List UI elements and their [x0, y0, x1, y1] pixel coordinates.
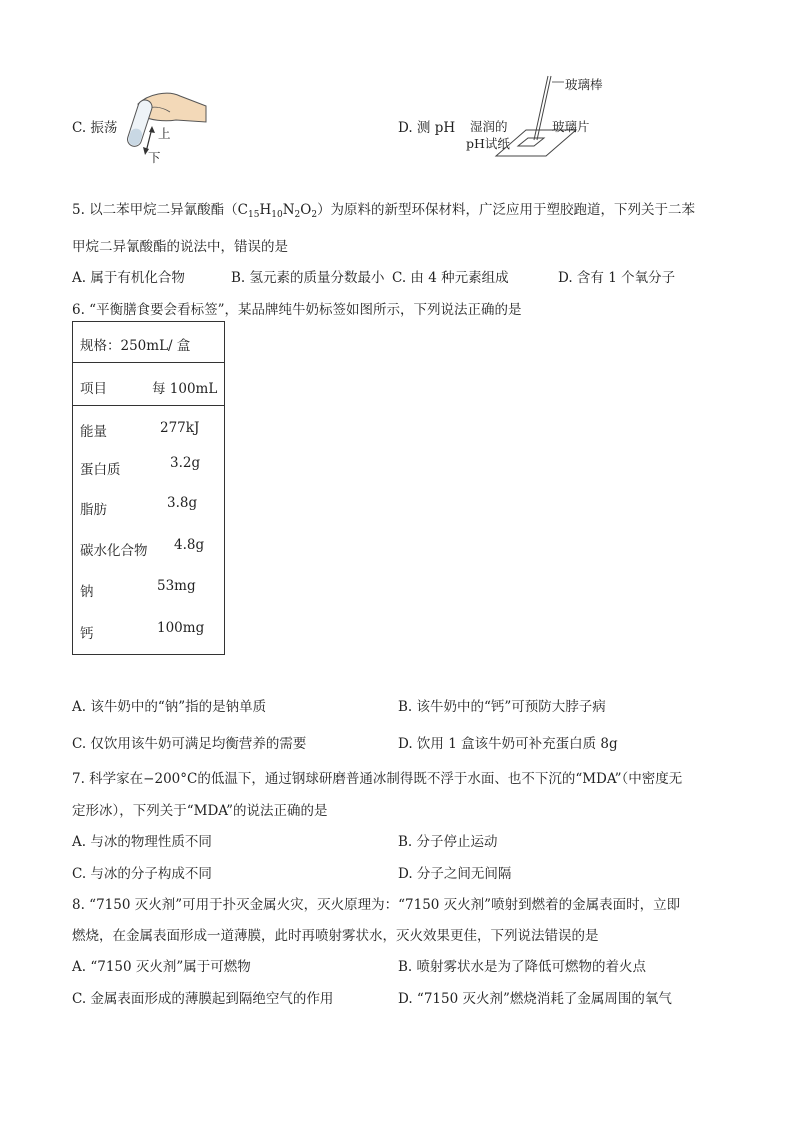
label-row-value: 53mg [157, 578, 196, 594]
q6-option-a: A. 该牛奶中的“钠”指的是钠单质 [72, 699, 267, 715]
label-row-name: 能量 [80, 424, 107, 440]
q5-option-a: A. 属于有机化合物 [72, 270, 185, 286]
wet-ph-paper-label-line2: pH试纸 [466, 136, 510, 151]
label-item-header: 项目 [80, 381, 107, 397]
label-row-name: 蛋白质 [80, 462, 121, 478]
label-divider [72, 362, 225, 363]
q7-stem-line2: 定形冰），下列关于“MDA”的说法正确的是 [72, 803, 328, 819]
q8-option-d: D. “7150 灭火剂”燃烧消耗了金属周围的氧气 [398, 991, 672, 1007]
q6-stem: 6. “平衡膳食要会看标签”，某品牌纯牛奶标签如图所示，下列说法正确的是 [72, 302, 522, 318]
q6-option-b: B. 该牛奶中的“钙”可预防大脖子病 [398, 699, 606, 715]
wet-ph-paper-label-line1: 湿润的 [470, 119, 508, 134]
q8-option-c: C. 金属表面形成的薄膜起到隔绝空气的作用 [72, 991, 334, 1007]
q7-stem-line1: 7. 科学家在−200°C的低温下，通过钢球研磨普通冰制得既不浮于水面、也不下沉的“MDA”（中密度无 [72, 771, 683, 787]
q4-option-c-down-label: 下 [148, 150, 161, 165]
q8-stem-line2: 燃烧，在金属表面形成一道薄膜，此时再喷射雾状水，灭火效果更佳，下列说法错误的是 [72, 928, 599, 944]
glass-rod-label: 玻璃棒 [565, 77, 603, 92]
label-row-name: 钠 [80, 584, 94, 600]
q4-option-c-up-label: 上 [158, 126, 171, 141]
q8-option-b: B. 喷射雾状水是为了降低可燃物的着火点 [398, 959, 647, 975]
q5-stem-line2: 甲烷二异氰酸酯的说法中，错误的是 [72, 239, 288, 255]
milk-nutrition-label [72, 321, 225, 655]
q7-option-b: B. 分子停止运动 [398, 834, 498, 850]
q8-option-a: A. “7150 灭火剂”属于可燃物 [72, 959, 251, 975]
q4-option-d: D. 测 pH [398, 120, 456, 136]
label-row-value: 3.8g [167, 495, 198, 511]
label-row-name: 碳水化合物 [80, 543, 148, 559]
q8-stem-line1: 8. “7150 灭火剂”可用于扑灭金属火灾，灭火原理为：“7150 灭火剂”喷射到燃着的金属表面时，立即 [72, 897, 681, 913]
label-row-value: 3.2g [170, 455, 201, 471]
label-row-value: 100mg [157, 620, 205, 636]
q5-option-c: C. 由 4 种元素组成 [392, 270, 509, 286]
label-row-value: 277kJ [160, 420, 200, 436]
q6-option-d: D. 饮用 1 盒该牛奶可补充蛋白质 8g [398, 736, 618, 752]
label-row-name: 钙 [80, 626, 94, 642]
label-row-name: 脂肪 [80, 502, 107, 518]
q5-stem-line1: 5. 以二苯甲烷二异氰酸酯$(C_{15}H_{10}N_2O_2)$为原料的新型环保材料，广泛应用于塑胶跑道，下列关于二苯 [72, 202, 696, 220]
label-row-value: 4.8g [174, 537, 205, 553]
label-divider [72, 405, 225, 406]
label-spec: 规格：250mL/ 盒 [80, 338, 191, 354]
q5-option-d: D. 含有 1 个氧分子 [558, 270, 676, 286]
label-per-header: 每 100mL [152, 381, 218, 397]
q7-option-d: D. 分子之间无间隔 [398, 866, 512, 882]
q7-option-c: C. 与冰的分子构成不同 [72, 866, 212, 882]
q6-option-c: C. 仅饮用该牛奶可满足均衡营养的需要 [72, 736, 307, 752]
q5-option-b: B. 氢元素的质量分数最小 [231, 270, 385, 286]
q4-option-c: C. 振荡 [72, 120, 118, 136]
glass-plate-label: 玻璃片 [552, 119, 590, 134]
q7-option-a: A. 与冰的物理性质不同 [72, 834, 212, 850]
